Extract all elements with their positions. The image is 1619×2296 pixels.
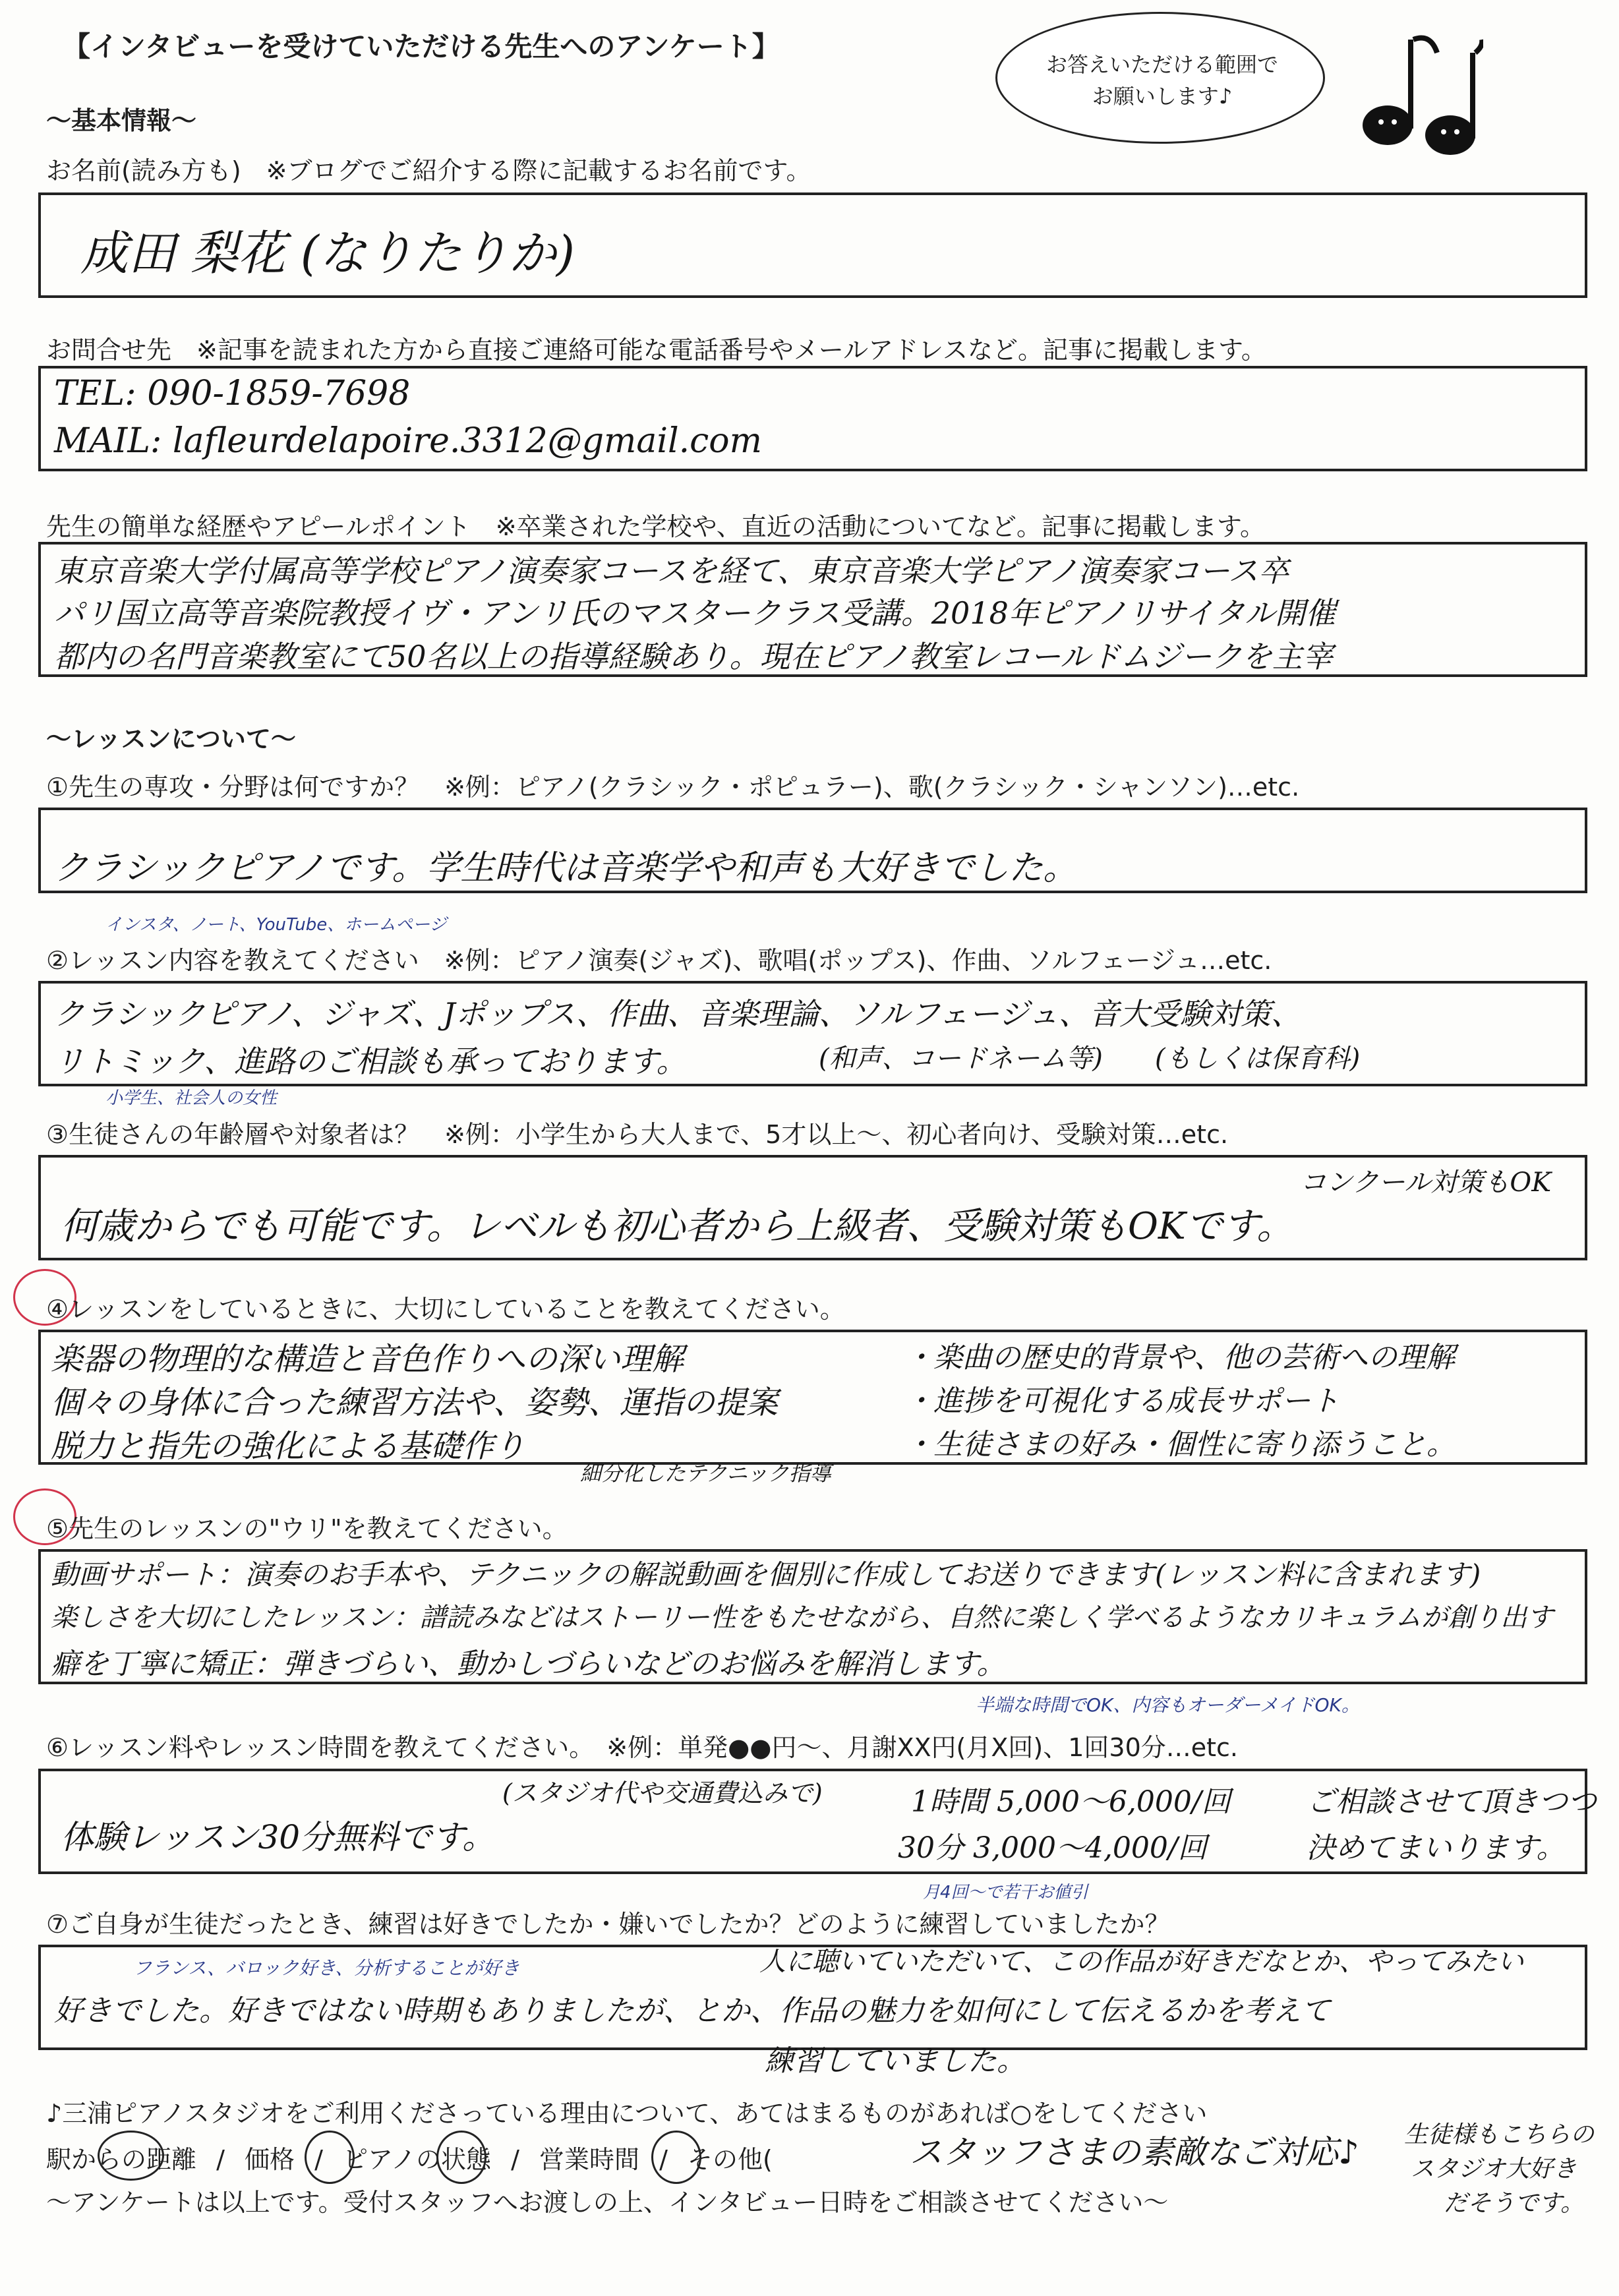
answer-3-box: [38, 1155, 1587, 1260]
music-notes-icon: [1351, 26, 1483, 158]
answer-3-note: コンクール対策もOK: [1300, 1167, 1552, 1198]
answer-4-left-1: 楽器の物理的な構造と音色作りへの深い理解: [51, 1341, 684, 1378]
answer-2-paren-1: (和声、コードネーム等): [819, 1044, 1103, 1074]
contact-label: お問合せ先 ※記事を読まれた方から直接ご連絡可能な電話番号やメールアドレスなど。記事に掲載します。: [46, 336, 1266, 365]
q2-note: インスタ、ノート、YouTube、ホームページ: [105, 915, 447, 935]
question-7: ⑦ご自身が生徒だったとき、練習は好きでしたか・嫌いでしたか？どのように練習していましたか？: [46, 1910, 1170, 1939]
question-5: ⑤先生のレッスンの"ウリ"を教えてください。: [46, 1514, 568, 1543]
option-hours[interactable]: 営業時間: [539, 2145, 640, 2174]
separator: /: [314, 2145, 323, 2174]
answer-6-trial: 体験レッスン30分無料です。: [61, 1818, 496, 1856]
answer-4-right-2: ・進捗を可視化する成長サポート: [904, 1384, 1339, 1418]
question-4: ④レッスンをしているときに、大切にしていることを教えてください。: [46, 1295, 845, 1324]
q5-note: 細分化したテクニック指導: [580, 1461, 831, 1486]
career-line-1: 東京音楽大学付属高等学校ピアノ演奏家コースを経て、東京音楽大学ピアノ演奏家コース卒: [54, 553, 1289, 589]
answer-7-box: [38, 1945, 1587, 2050]
side-note-3: だそうです。: [1444, 2190, 1585, 2217]
answer-4-left-3: 脱力と指先の強化による基礎作り: [51, 1428, 526, 1465]
separator: /: [511, 2145, 519, 2174]
q3-note: 小学生、社会人の女性: [105, 1088, 278, 1108]
option-distance[interactable]: 駅からの距離: [46, 2145, 197, 2174]
question-1: ①先生の専攻・分野は何ですか？ ※例：ピアノ(クラシック・ポピュラー)、歌(クラシック・シャンソン)…etc.: [46, 773, 1300, 802]
selection-circle: [436, 2131, 486, 2184]
reason-label: ♪三浦ピアノスタジオをご利用くださっている理由について、あてはまるものがあれば○をしてください: [46, 2099, 1208, 2128]
bubble-line-1: お答えいただける範囲で: [1045, 52, 1278, 77]
selection-circle: [651, 2131, 701, 2184]
form-title: 【インタビューを受けていただける先生へのアンケート】: [63, 30, 780, 63]
career-line-3: 都内の名門音楽教室にて50名以上の指導経験あり。現在ピアノ教室レコールドムジークを主宰: [54, 639, 1333, 674]
answer-2-paren-2: (もしくは保育科): [1155, 1044, 1361, 1074]
option-piano[interactable]: ピアノの状態: [343, 2145, 491, 2174]
a7-note: フランス、バロック好き、分析することが好き: [133, 1957, 520, 1979]
answer-3: 何歳からでも可能です。レベルも初心者から上級者、受験対策もOKです。: [61, 1205, 1294, 1248]
side-note-1: 生徒様もこちらの: [1404, 2121, 1595, 2148]
answer-5-box: [38, 1549, 1587, 1684]
footer: 〜アンケートは以上です。受付スタッフへお渡しの上、インタビュー日時をご相談させてください〜: [46, 2188, 1169, 2217]
lesson-heading: 〜レッスンについて〜: [46, 724, 296, 753]
answer-4-right-3: ・生徒さまの好み・個性に寄り添うこと。: [904, 1428, 1456, 1461]
answer-2-box: [38, 981, 1587, 1086]
answer-2-line-1: クラシックピアノ、ジャズ、Jポップス、作曲、音楽理論、ソルフェージュ、音大受験対策、: [54, 996, 1302, 1032]
name-label: お名前(読み方も) ※ブログでご紹介する際に記載するお名前です。: [46, 156, 811, 185]
contact-tel: TEL: 090-1859-7698: [54, 374, 411, 413]
answer-6-box: [38, 1769, 1597, 1874]
answer-7-line-1: 好きでした。好きではない時期もありましたが、とか、作品の魅力を如何にして伝えるかを考えて: [54, 1994, 1330, 2028]
side-note-2: スタジオ大好き: [1411, 2156, 1577, 2183]
question-6: ⑥レッスン料やレッスン時間を教えてください。 ※例：単発●●円〜、月謝XX円(月X回)、1回30分…etc.: [46, 1733, 1238, 1762]
answer-6-consult-1: ご相談させて頂きつつ: [1307, 1785, 1597, 1819]
separator: /: [659, 2145, 668, 2174]
career-box: [38, 542, 1587, 677]
bubble-line-2: お願いします♪: [1092, 84, 1233, 109]
career-line-2: パリ国立高等音楽院教授イヴ・アンリ氏のマスタークラス受講。2018年ピアノリサイタル開催: [54, 595, 1336, 631]
answer-2-line-2: リトミック、進路のご相談も承っております。: [54, 1044, 687, 1079]
option-price[interactable]: 価格: [245, 2145, 295, 2174]
name-box: [38, 192, 1587, 298]
contact-box: [38, 366, 1587, 471]
a6-note: 月4回〜で若干お値引: [923, 1883, 1088, 1902]
answer-1: クラシックピアノです。学生時代は音楽学や和声も大好きでした。: [54, 848, 1078, 888]
basic-info-heading: 〜基本情報〜: [46, 106, 197, 135]
answer-6-half: 30分 3,000〜4,000/回: [898, 1831, 1207, 1865]
answer-5-line-2: 楽しさを大切にしたレッスン：譜読みなどはストーリー性をもたせながら、自然に楽しく学べるようなカリキュラムが創り出す: [51, 1603, 1554, 1633]
answer-4-right-1: ・楽曲の歴史的背景や、他の芸術への理解: [904, 1341, 1456, 1374]
answer-5-line-1: 動画サポート：演奏のお手本や、テクニックの解説動画を個別に作成してお送りできます(レッスン料に含まれます): [51, 1558, 1481, 1591]
contact-mail: MAIL: lafleurdelapoire.3312@gmail.com: [54, 421, 762, 461]
answer-6-paren: (スタジオ代や交通費込みで): [502, 1779, 823, 1808]
speech-bubble: [995, 12, 1325, 144]
answer-1-box: [38, 808, 1587, 893]
q6-note: 半端な時間でOK、内容もオーダーメイドOK。: [976, 1694, 1360, 1716]
answer-6-consult-2: 決めてまいります。: [1307, 1831, 1566, 1865]
answer-6-hour: 1時間 5,000〜6,000/回: [911, 1785, 1231, 1819]
separator: /: [216, 2145, 225, 2174]
question-3: ③生徒さんの年齢層や対象者は？ ※例：小学生から大人まで、5才以上〜、初心者向け、受験対策…etc.: [46, 1120, 1229, 1149]
name-value: 成田 梨花 (なりたりか): [80, 225, 575, 281]
answer-4-left-2: 個々の身体に合った練習方法や、姿勢、運指の提案: [51, 1384, 779, 1421]
selection-circle: [305, 2131, 355, 2184]
other-value: スタッフさまの素敵なご対応♪: [910, 2133, 1359, 2171]
answer-7-top: 人に聴いていただいて、この作品が好きだなとか、やってみたい: [759, 1947, 1524, 1977]
answer-4-box: [38, 1330, 1587, 1465]
answer-7-line-2: 練習していました。: [765, 2044, 1026, 2078]
option-other[interactable]: その他(: [688, 2145, 773, 2174]
question-2: ②レッスン内容を教えてください ※例：ピアノ演奏(ジャズ)、歌唱(ポップス)、作曲、ソルフェージュ…etc.: [46, 946, 1272, 975]
selection-circle: [98, 2131, 164, 2181]
answer-5-line-3: 癖を丁寧に矯正：弾きづらい、動かしづらいなどのお悩みを解消します。: [51, 1647, 1006, 1681]
career-label: 先生の簡単な経歴やアピールポイント ※卒業された学校や、直近の活動についてなど。記事に掲載します。: [46, 512, 1266, 541]
